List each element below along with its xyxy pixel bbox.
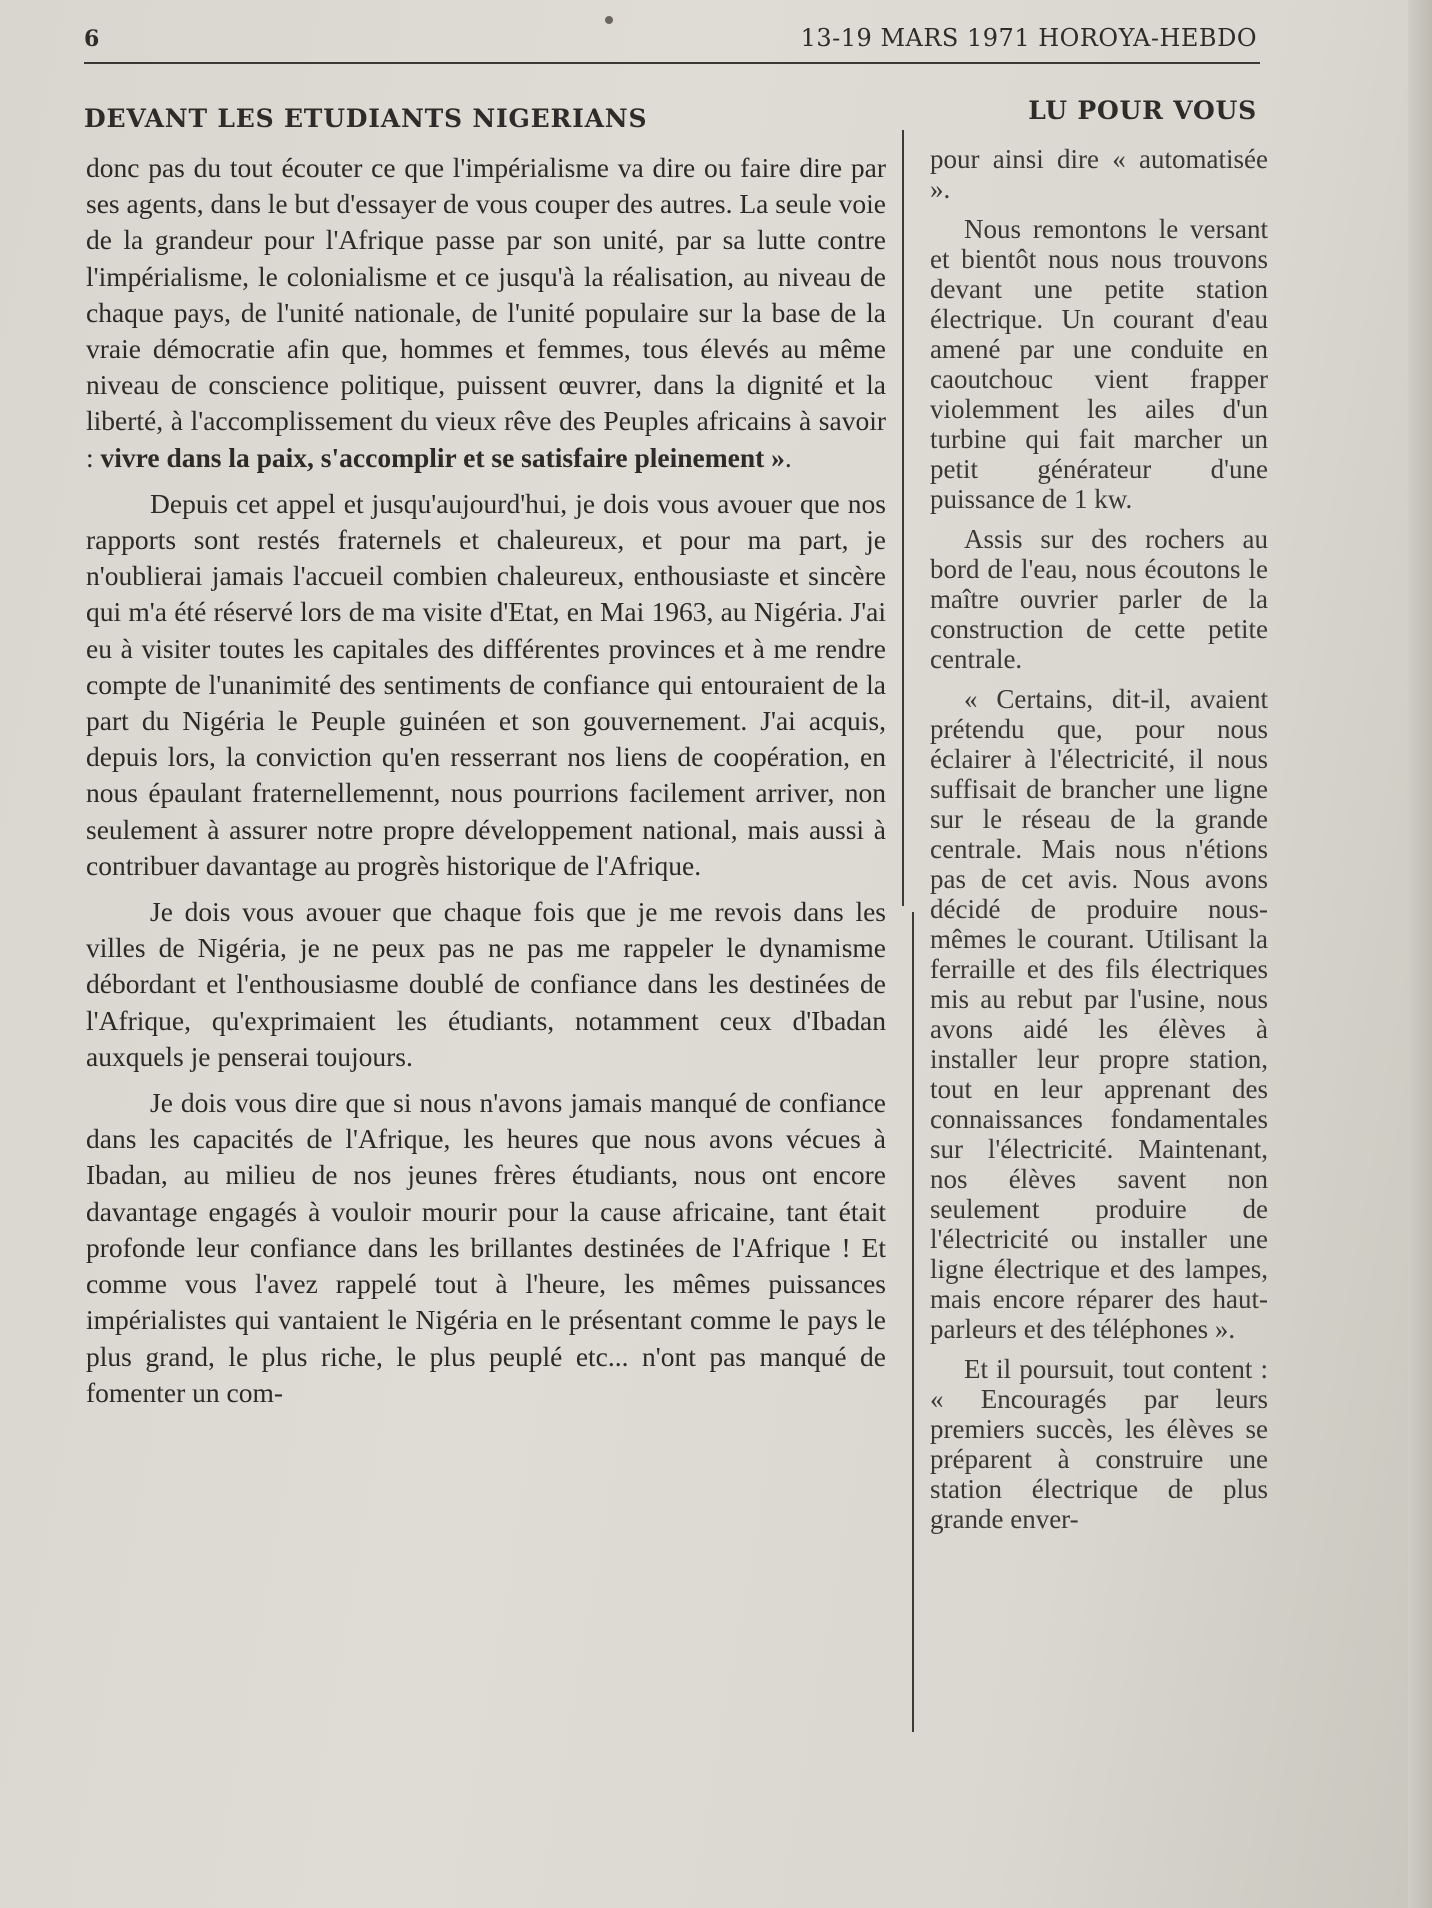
ink-spot [605,16,613,24]
header-rule [84,62,1260,64]
right-article-body [930,144,1268,1544]
left-paragraph-1-end: . [784,441,792,473]
right-article-title: LU POUR VOUS [1028,96,1257,125]
right-paragraph-2: Nous remontons le versant et bientôt nous nous trouvons devant une petite station électrique. Un courant d'eau amené par une conduite en caoutchouc vient frapper violemment les ailes d'un turbine qui fait marcher un petit générateur d'une puissance de 1 kw. [930,214,1268,514]
left-paragraph-1-text: donc pas du tout écouter ce que l'impérialisme va dire ou faire dire par ses agents, dans le but d'essayer de vous couper des autres. La seule voie de la grandeur pour l'Afrique passe par son unité, par sa lutte contre l'impérialisme, le colonialisme et ce jusqu'à la réalisation, au niveau de chaque pays, de l'unité nationale, de l'unité populaire sur la base de la vraie démocratie afin que, hommes et femmes, tous élevés au même niveau de conscience politique, puissent œuvrer, dans la dignité et la liberté, à l'accomplissement du vieux rêve des Peuples africains à savoir : [86,152,886,473]
left-paragraph-2: Depuis cet appel et jusqu'aujourd'hui, je dois vous avouer que nos rapports sont restés fraternels et chaleureux, et pour ma part, je n'oublierai jamais l'accueil combien chaleureux, enthousiaste et sincère qui m'a été réservé lors de ma visite d'Etat, en Mai 1963, au Nigéria. J'ai eu à visiter toutes les capitales des différentes provinces et à me rendre compte de l'unanimité des sentiments de confiance qui entouraient de la part du Nigéria le Peuple guinéen et son gouvernement. J'ai acquis, depuis lors, la conviction qu'en resserrant nos liens de coopération, en nous épaulant fraternellemennt, nous pourrions facilement arriver, non seulement à assurer notre propre développement national, mais aussi à contribuer davantage au progrès historique de l'Afrique. [86,487,886,881]
page-number: 6 [84,26,100,52]
left-paragraph-3: Je dois vous avouer que chaque fois que je me revois dans les villes de Nigéria, je ne peux pas ne pas me rappeler le dynamisme débordant et l'enthousiasme doublé de confiance dans les destinées de l'Afrique, qu'exprimaient les étudiants, notamment ceux d'Ibadan auxquels je penserai toujours. [86,896,886,1072]
right-paragraph-4: « Certains, dit-il, avaient prétendu que, pour nous éclairer à l'électricité, il nous suffisait de brancher une ligne sur le réseau de la grande centrale. Mais nous n'étions pas de cet avis. Nous avons décidé de produire nous-mêmes le courant. Utilisant la ferraille et des fils électriques mis au rebut par l'usine, nous avons aidé les élèves à installer leur propre station, tout en leur apprenant des connaissances fondamentales sur l'électricité. Maintenant, nos élèves savent non seulement produire de l'électricité ou installer une ligne électrique et des lampes, mais encore réparer des haut-parleurs et des téléphones ». [930,684,1268,1344]
running-head: 13-19 MARS 1971 HOROYA-HEBDO [800,24,1257,52]
right-paragraph-1: pour ainsi dire « automatisée ». [930,144,1268,204]
page-edge [1408,0,1432,1908]
column-divider-lower [912,912,914,1732]
left-article-body [86,150,886,1421]
left-paragraph-1-bold-quote: vivre dans la paix, s'accomplir et se satisfaire pleinement » [100,441,785,473]
column-divider-upper [902,130,904,906]
right-paragraph-3: Assis sur des rochers au bord de l'eau, nous écoutons le maître ouvrier parler de la construction de cette petite centrale. [930,524,1268,674]
right-paragraph-5: Et il poursuit, tout content : « Encouragés par leurs premiers succès, les élèves se préparent à construire une station électrique de plus grande enver- [930,1354,1268,1534]
left-paragraph-4: Je dois vous dire que si nous n'avons jamais manqué de confiance dans les capacités de l'Afrique, les heures que nous avons vécues à Ibadan, au milieu de nos jeunes frères étudiants, nous ont encore davantage engagés à vouloir mourir pour la cause africaine, tant était profonde leur confiance dans les brillantes destinées de l'Afrique ! Et comme vous l'avez rappelé tout à l'heure, les mêmes puissances impérialistes qui vantaient le Nigéria en le présentant comme le pays le plus grand, le plus riche, le plus peuplé etc... n'ont pas manqué de fomenter un com- [86,1087,886,1408]
left-paragraph-1 [86,150,886,476]
left-article-title: DEVANT LES ETUDIANTS NIGERIANS [84,104,648,133]
